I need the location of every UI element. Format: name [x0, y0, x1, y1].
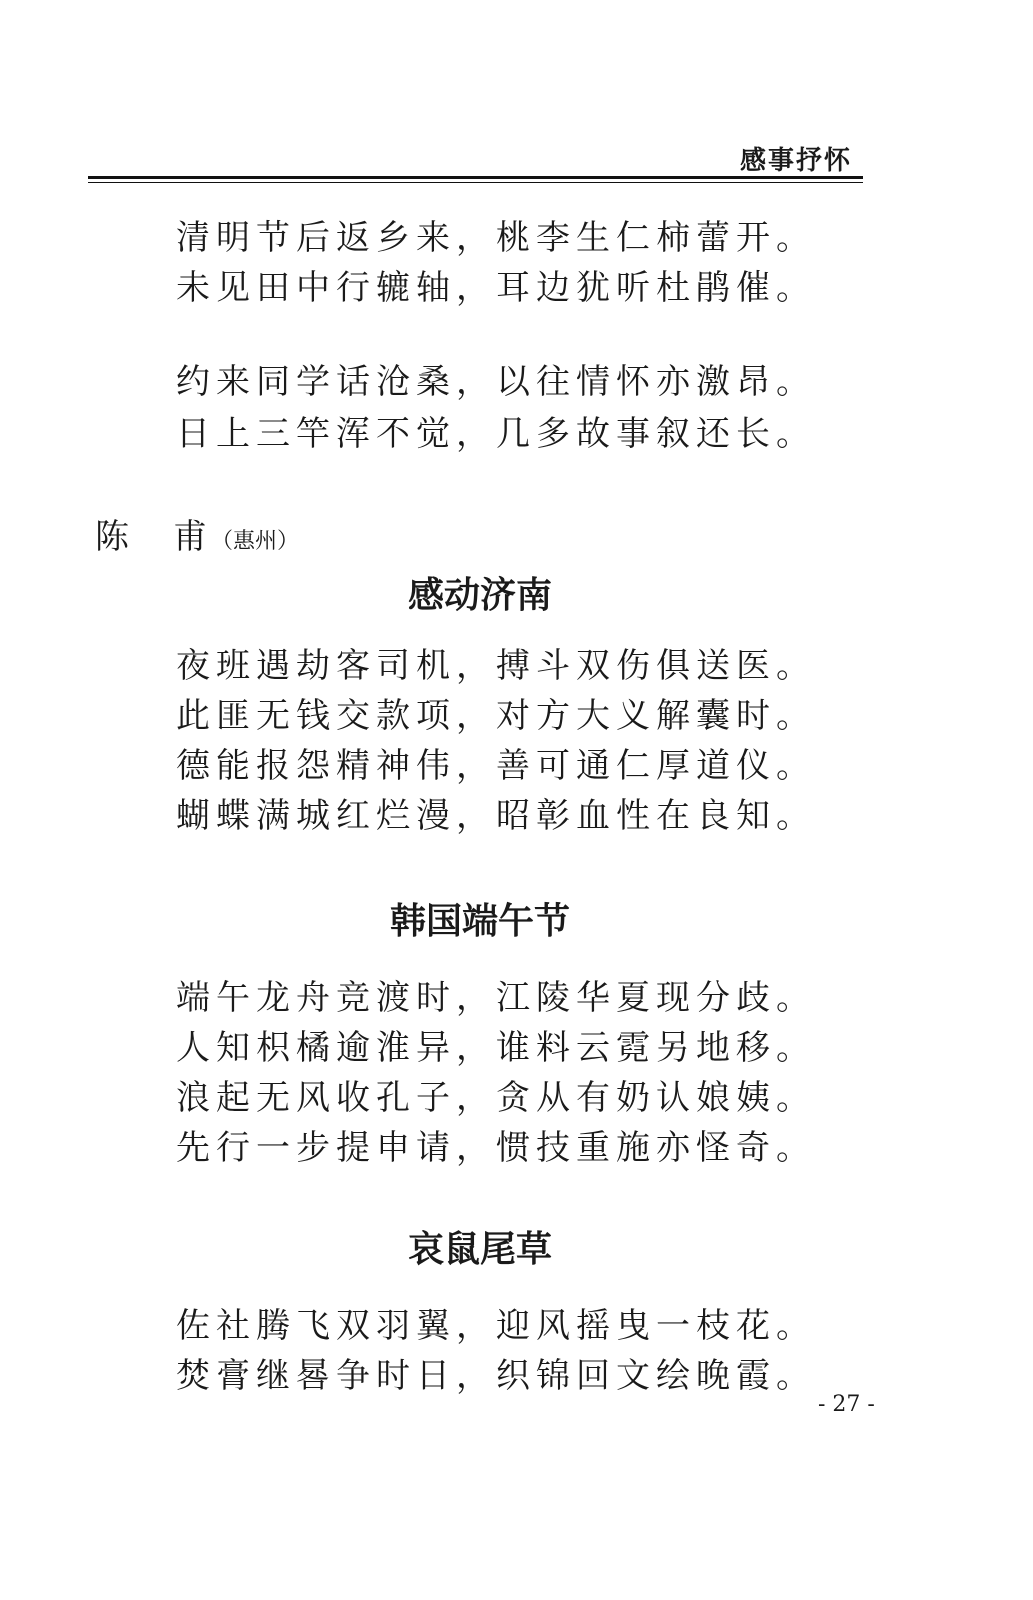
- poem-title: 哀鼠尾草: [407, 1229, 552, 1270]
- poem-title: 感动济南: [407, 575, 552, 616]
- poem-line: 此匪无钱交款项，对方大义解囊时。: [176, 696, 816, 736]
- poem-line: 夜班遇劫客司机，搏斗双伤俱送医。: [176, 646, 816, 686]
- author-line: [95, 517, 299, 562]
- poem-line: 日上三竿浑不觉，几多故事叙还长。: [176, 414, 816, 454]
- poem-line: 端午龙舟竞渡时，江陵华夏现分歧。: [176, 978, 816, 1018]
- running-header: 感事抒怀: [740, 146, 853, 176]
- poem-line: 浪起无风收孔子，贪从有奶认娘姨。: [176, 1078, 816, 1118]
- poem-title: 韩国端午节: [389, 901, 570, 942]
- poem-line: 人知枳橘逾淮异，谁料云霓另地移。: [176, 1028, 816, 1068]
- poem-line: 清明节后返乡来，桃李生仁柿蕾开。: [176, 218, 816, 258]
- author-place: （惠州）: [211, 529, 300, 554]
- poem-line: 约来同学话沧桑，以往情怀亦激昂。: [176, 362, 816, 402]
- poem-line: 德能报怨精神伟，善可通仁厚道仪。: [176, 746, 816, 786]
- header-rule-thick: [88, 176, 863, 179]
- poem-line: 先行一步提申请，惯技重施亦怪奇。: [176, 1128, 816, 1168]
- poem-line: 焚膏继晷争时日，织锦回文绘晚霞。: [176, 1356, 816, 1396]
- header-rule-thin: [88, 182, 863, 183]
- poem-line: 未见田中行辘轴，耳边犹听杜鹃催。: [176, 268, 816, 308]
- author-given-name: 甫: [173, 517, 207, 557]
- author-surname: 陈: [95, 517, 129, 557]
- poem-line: 蝴蝶满城红烂漫，昭彰血性在良知。: [176, 796, 816, 836]
- poem-line: 佐社腾飞双羽翼，迎风摇曳一枝花。: [176, 1306, 816, 1346]
- page-number: - 27 -: [818, 1392, 875, 1417]
